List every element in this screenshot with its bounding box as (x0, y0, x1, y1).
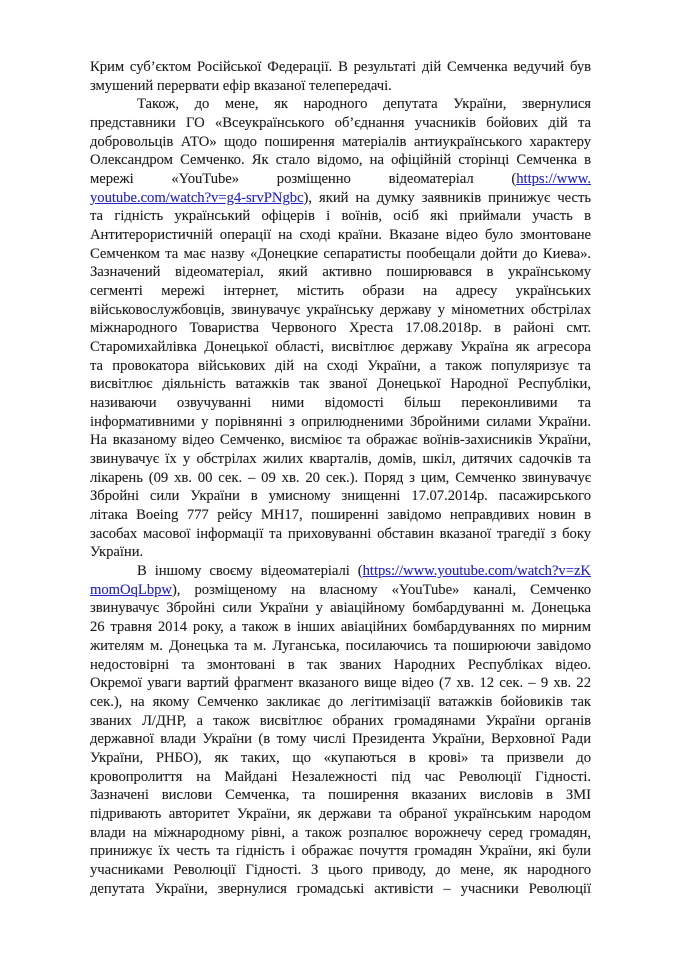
text-segment: України, РНБО), як таких, що «купаються в крові» та призвели до (90, 749, 591, 766)
text-line (90, 842, 591, 861)
text-segment: ), який на думку заявників принижує честь (303, 189, 591, 206)
text-segment: Зазначені вислови Семченка, та поширення вказаних висловів в ЗМІ (90, 787, 591, 804)
text-line (90, 543, 591, 562)
text-line (90, 487, 591, 506)
text-segment: змушений перервати ефір вказаної телепередачі. (90, 77, 392, 94)
text-line (90, 114, 591, 133)
youtube-link[interactable]: momOqLbpw (90, 581, 172, 598)
text-line (90, 674, 591, 693)
text-line (90, 170, 591, 189)
text-segment: державної влади України (в тому числі Президента України, Верховної Ради (90, 731, 591, 748)
text-segment: мережі «YouTube» розміщенно відеоматеріал ( (90, 171, 517, 188)
text-segment: В іншому своєму відеоматеріалі ( (137, 563, 363, 580)
text-segment: засобах масової інформації та приховуванні обставин вказаної трагедії з боку (90, 525, 591, 542)
text-segment: літака Boeing 777 рейсу МН17, поширенні завідомо неправдивих новин в (90, 507, 591, 524)
text-line (90, 450, 591, 469)
text-line (90, 637, 591, 656)
text-line (90, 506, 591, 525)
text-segment: влади на міжнародному рівні, а також розпалює ворожнечу серед громадян, (90, 824, 591, 841)
text-line (90, 413, 591, 432)
youtube-link[interactable]: https://www. (516, 171, 591, 188)
text-segment: ), розміщеному на власному «YouTube» каналі, Семченко (171, 581, 591, 598)
text-segment: Антитерористичній операції на сході країни. Вказане відео було змонтоване (90, 227, 591, 244)
text-segment: та провокатора військових дій на сході України, а також популяризує та (90, 357, 591, 374)
text-line (90, 861, 591, 880)
text-segment: Окремої уваги вартий фрагмент вказаного вище відео (7 хв. 12 сек. – 9 хв. 22 (90, 675, 591, 692)
text-segment: Олександром Семченко. Як стало відомо, на офіційній сторінці Семченка в (90, 152, 591, 169)
text-segment: лікарень (09 хв. 00 сек. – 09 хв. 20 сек.). Поряд з цим, Семченко звинувачує (90, 469, 591, 486)
text-line (90, 95, 591, 114)
text-line (90, 562, 591, 581)
youtube-link[interactable]: https://www.youtube.com/watch?v=zK (362, 563, 591, 580)
text-line (90, 693, 591, 712)
text-line (90, 431, 591, 450)
text-segment: інформативними у порівнянні з оприлюдненими Збройними силами України. (90, 413, 591, 430)
text-segment: добровольців АТО» щодо поширення матеріалів антиукраїнського характеру (90, 133, 591, 150)
text-segment: депутата України, звернулися громадські активісти – учасники Революції (90, 880, 591, 897)
text-line (90, 712, 591, 731)
text-segment: звинувачує їх у обстрілах жилих кварталів, домів, шкіл, дитячих садочків та (90, 451, 591, 468)
text-line (90, 282, 591, 301)
text-segment: Крим суб’єктом Російської Федерації. В результаті дій Семченка ведучий був (90, 59, 591, 75)
text-segment: сегменті мережі інтернет, містить образи на адресу українських (90, 283, 591, 300)
text-line (90, 263, 591, 282)
text-line (90, 133, 591, 152)
text-line (90, 805, 591, 824)
text-line (90, 749, 591, 768)
text-line (90, 207, 591, 226)
text-segment: принижує їх честь та гідність і ображає почуття громадян України, які були (90, 843, 591, 860)
text-segment: Також, до мене, як народного депутата України, звернулися (137, 96, 591, 113)
text-line (90, 375, 591, 394)
text-segment: представники ГО «Всеукраїнського об’єднання учасників бойових дій та (90, 115, 591, 132)
text-segment: Зазначений відеоматеріал, який активно поширювався в українському (90, 264, 591, 281)
text-line (90, 824, 591, 843)
text-line (90, 581, 591, 600)
text-segment: висвітлює діяльність ватажків так званої Донецької Народної Республіки, (90, 376, 591, 393)
text-line (90, 319, 591, 338)
text-segment: військовослужбовців, звинувачує українську державу у мінометних обстрілах (90, 301, 591, 318)
text-segment: міжнародного Товариства Червоного Хреста 17.08.2018р. в районі смт. (90, 320, 591, 337)
text-line (90, 618, 591, 637)
youtube-link[interactable]: youtube.com/watch?v=g4-srvPNgbc (90, 189, 304, 206)
text-line (90, 768, 591, 787)
text-segment: На вказаному відео Семченко, висміює та ображає воїнів-захисників України, (90, 432, 591, 449)
text-segment: кровопролиття на Майдані Незалежності під час Революції Гідності. (90, 768, 591, 785)
text-segment: 26 травня 2014 року, а також в інших авіаційних бомбардуваннях по мирним (90, 619, 591, 636)
text-segment: та гідність український офіцерів і воїнів, осіб які приймали участь в (90, 208, 591, 225)
text-line (90, 599, 591, 618)
text-line (90, 730, 591, 749)
text-segment: Старомихайлівка Донецької області, висвітлює державу Україна як агресора (90, 339, 591, 356)
text-line (90, 301, 591, 320)
text-line (90, 338, 591, 357)
text-line (90, 77, 591, 96)
text-line (90, 786, 591, 805)
text-segment: учасниками Революції Гідності. З цього приводу, до мене, як народного (90, 861, 591, 878)
text-line (90, 245, 591, 264)
text-line (90, 656, 591, 675)
text-line (90, 189, 591, 208)
text-line (90, 58, 591, 77)
document-page (90, 58, 591, 898)
text-line (90, 226, 591, 245)
text-line (90, 151, 591, 170)
text-segment: називаючи озвучуванні ними відомості більш переконливими та (90, 395, 591, 412)
text-line (90, 357, 591, 376)
text-segment: Семченком та має назву «Донецкие сепаратисты пообещали дойти до Киева». (90, 245, 591, 262)
text-segment: жителям м. Донецька та м. Луганська, посилаючись та поширюючи завідомо (90, 637, 591, 654)
text-segment: недостовірні та змонтовані в так званих Народних Республіках відео. (90, 656, 591, 673)
text-segment: Збройні сили України в умисному знищенні 17.07.2014р. пасажирського (90, 488, 591, 505)
text-line (90, 469, 591, 488)
text-segment: України. (90, 544, 144, 561)
text-segment: звинувачує Збройні сили України у авіаційному бомбардуванні м. Донецька (90, 600, 591, 617)
text-line (90, 525, 591, 544)
text-segment: сек.), на якому Семченко закликає до легітимізації ватажків бойовиків так (90, 693, 591, 710)
text-segment: підривають авторитет України, як держави та обраної українським народом (90, 805, 591, 822)
text-line (90, 394, 591, 413)
text-line (90, 880, 591, 899)
text-segment: званих Л/ДНР, а також висвітлює обраних громадянами України органів (90, 712, 591, 729)
